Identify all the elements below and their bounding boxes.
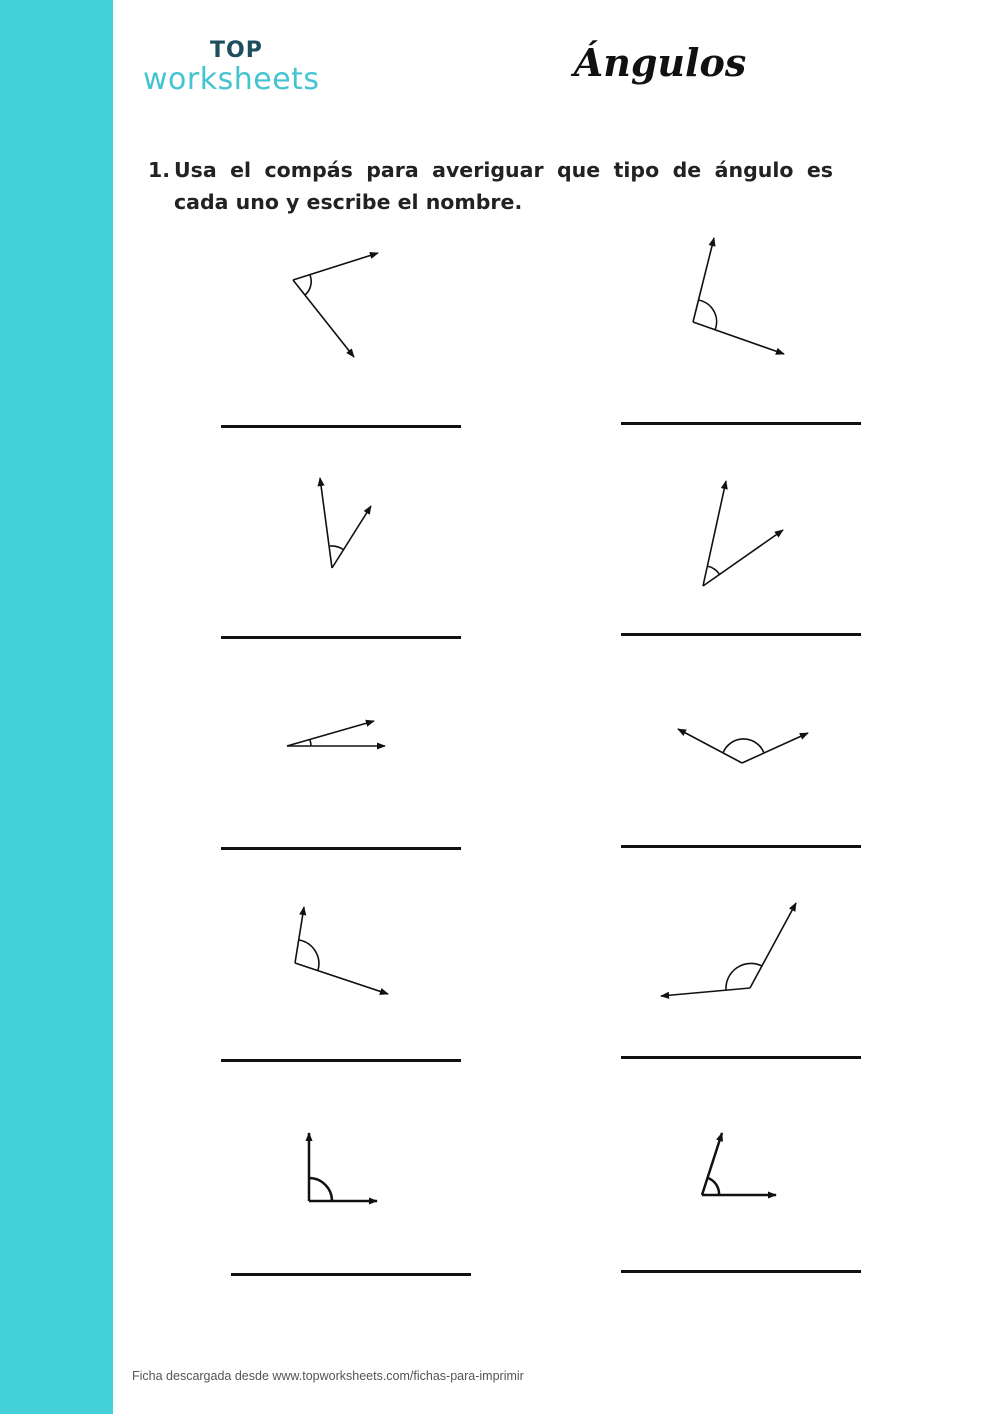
logo-main-text: worksheets xyxy=(143,62,320,97)
answer-line-5[interactable] xyxy=(221,847,461,850)
logo-top-text: TOP xyxy=(210,38,263,63)
page-title: Ángulos xyxy=(573,40,747,85)
answer-line-8[interactable] xyxy=(621,1056,861,1059)
angle-figure-2 xyxy=(693,238,784,354)
answer-line-2[interactable] xyxy=(621,422,861,425)
answer-line-6[interactable] xyxy=(621,845,861,848)
answer-line-1[interactable] xyxy=(221,425,461,428)
angle-figure-6 xyxy=(678,729,808,763)
angle-figure-10 xyxy=(702,1133,776,1195)
answer-line-3[interactable] xyxy=(221,636,461,639)
angle-figure-4 xyxy=(703,481,783,586)
question-number: 1. xyxy=(148,158,171,182)
answer-line-4[interactable] xyxy=(621,633,861,636)
answer-line-7[interactable] xyxy=(221,1059,461,1062)
angle-figure-7 xyxy=(295,907,388,994)
angle-figure-1 xyxy=(293,253,378,357)
angle-figure-5 xyxy=(287,721,385,746)
footer-text: Ficha descargada desde www.topworksheets.com/fichas-para-imprimir xyxy=(132,1369,524,1383)
angle-figure-3 xyxy=(320,478,371,568)
answer-line-9[interactable] xyxy=(231,1273,471,1276)
question-text: Usa el compás para averiguar que tipo de ángulo es cada uno y escribe el nombre. xyxy=(174,158,833,214)
angle-figure-8 xyxy=(661,903,796,996)
angle-figure-9 xyxy=(309,1133,377,1201)
answer-line-10[interactable] xyxy=(621,1270,861,1273)
